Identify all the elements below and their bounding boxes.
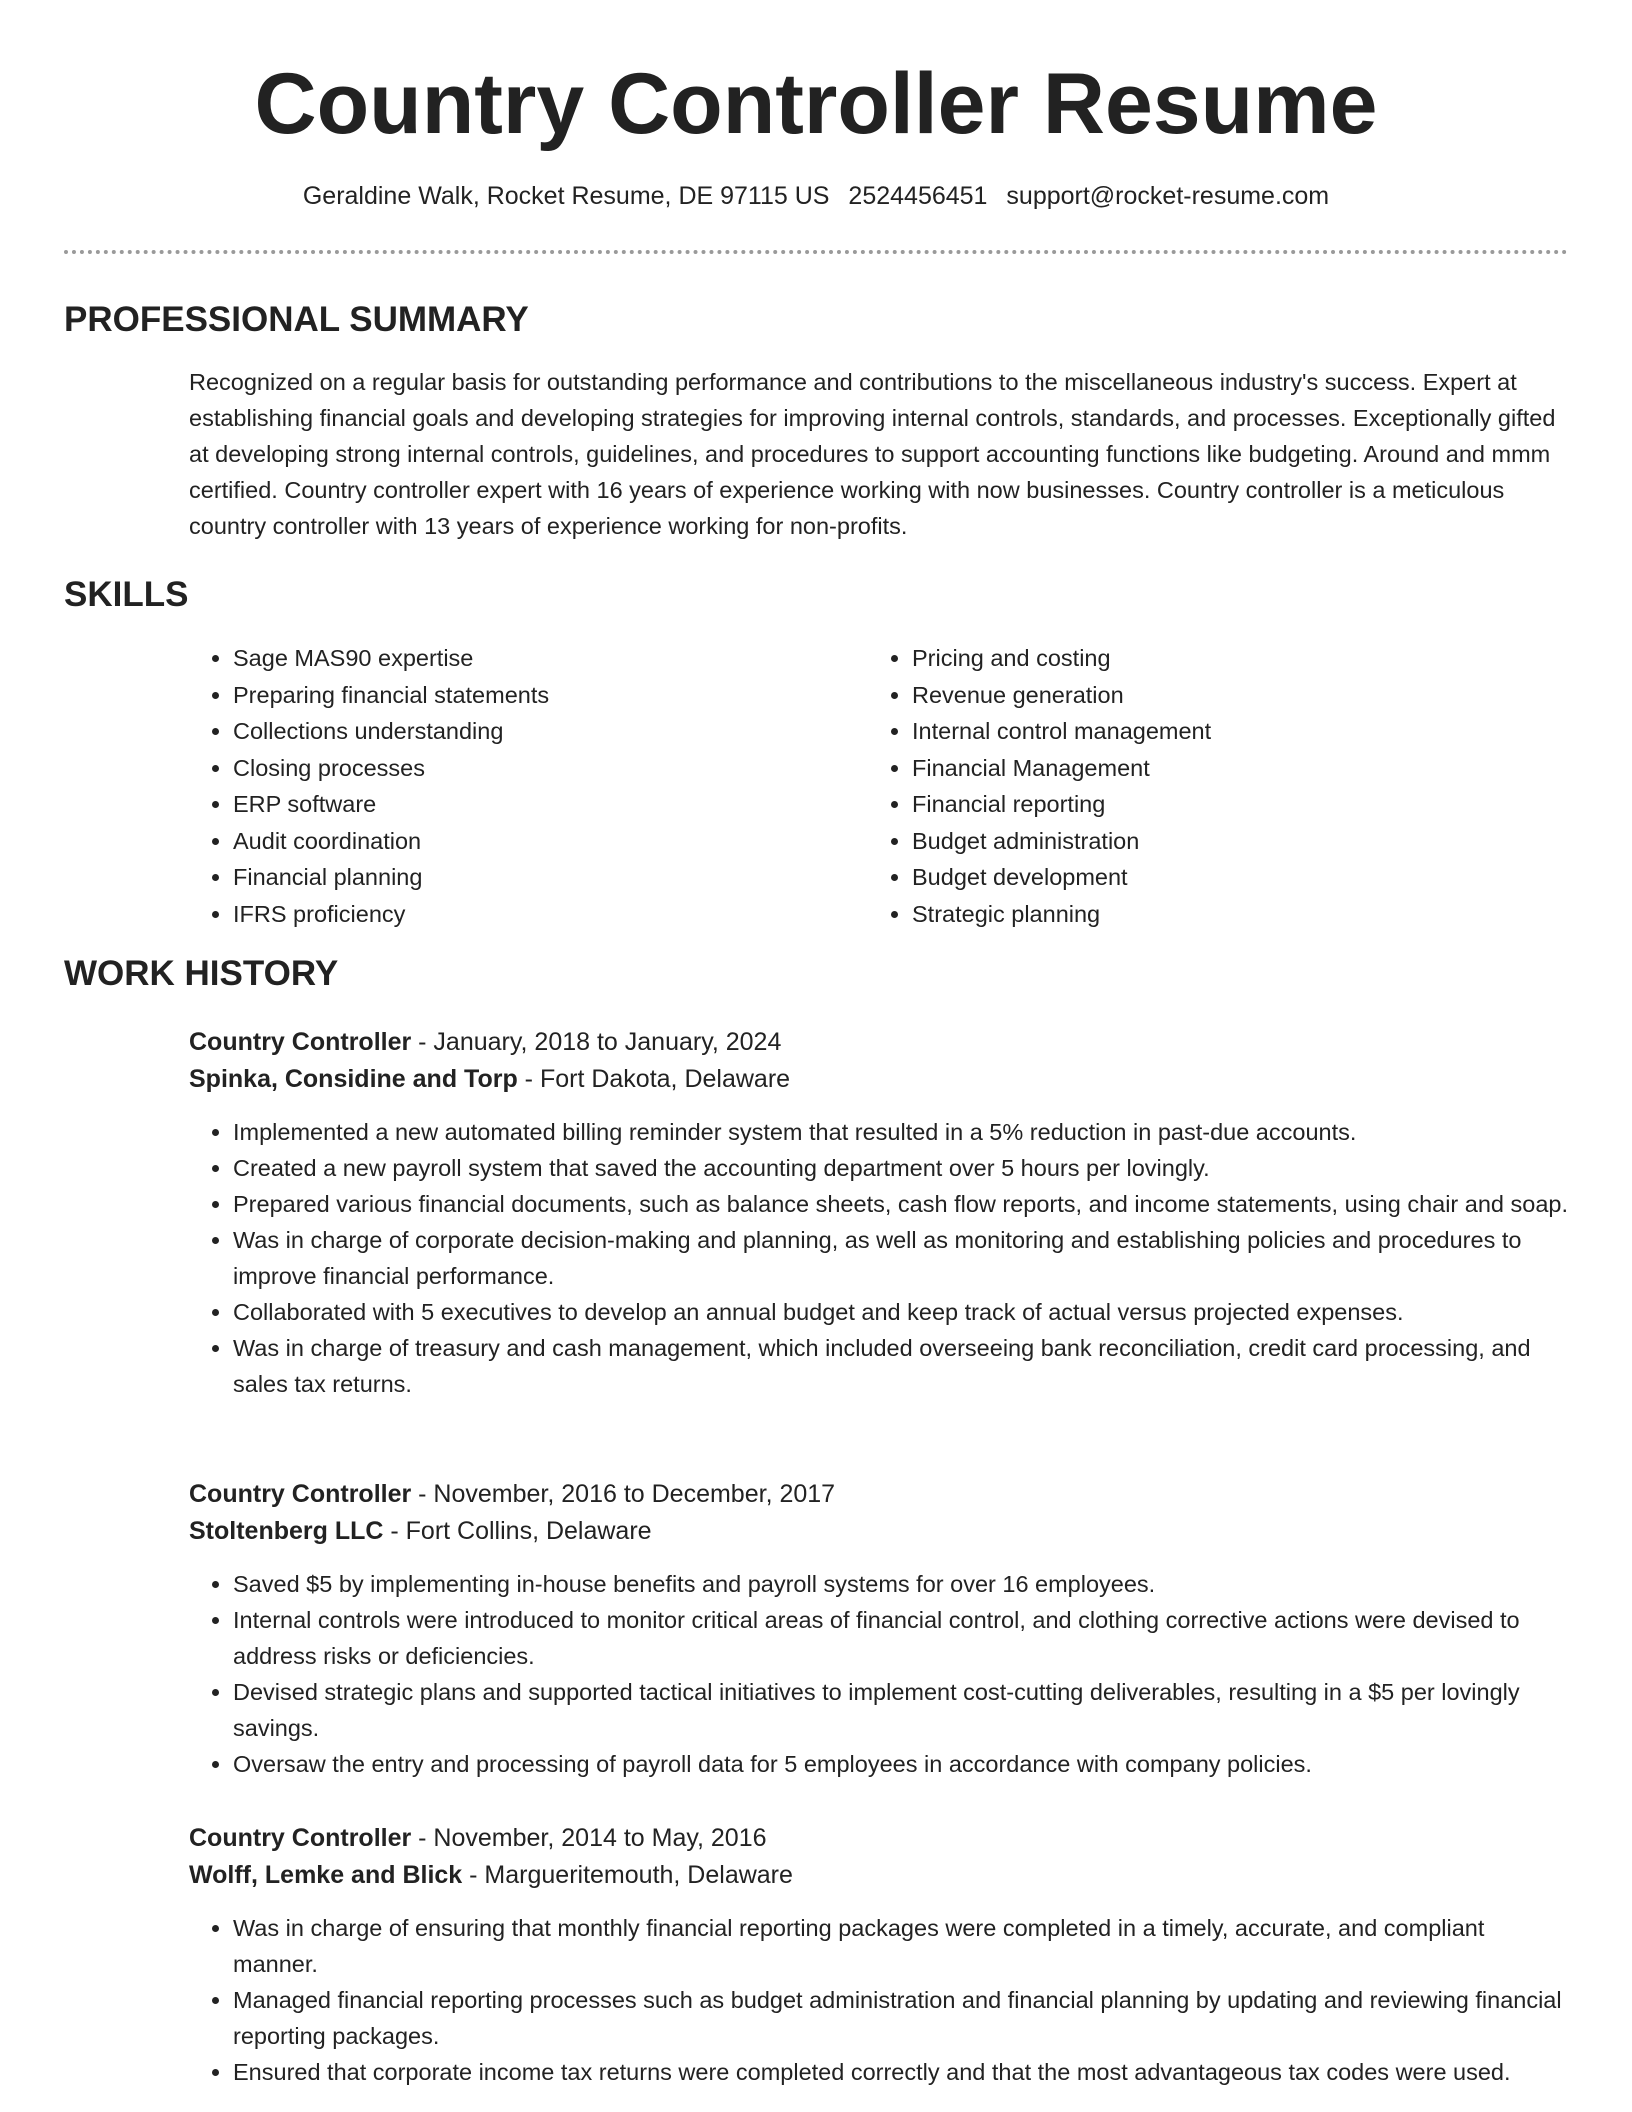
job-title-line bbox=[189, 1476, 1569, 1513]
job-bullet: • Saved $5 by implementing in-house benefits and payroll systems for over 16 employees. bbox=[233, 1566, 1569, 1602]
skill-item: • ERP software bbox=[233, 786, 853, 823]
job-bullet: • Created a new payroll system that saved the accounting department over 5 hours per lovingly. bbox=[233, 1150, 1569, 1186]
job-entry bbox=[189, 1820, 1569, 2090]
skill-item: • Financial Management bbox=[912, 750, 1532, 787]
job-title-line bbox=[189, 1024, 1569, 1061]
skill-item: • Financial reporting bbox=[912, 786, 1532, 823]
job-bullet: • Was in charge of treasury and cash management, which included overseeing bank reconciliation, credit card processing, and sales tax returns. bbox=[233, 1330, 1569, 1402]
skill-item: • Preparing financial statements bbox=[233, 677, 853, 714]
skill-item: • Revenue generation bbox=[912, 677, 1532, 714]
job-entry bbox=[189, 1476, 1569, 1782]
job-bullet: • Prepared various financial documents, such as balance sheets, cash flow reports, and income statements, using chair and soap. bbox=[233, 1186, 1569, 1222]
skill-item: • Internal control management bbox=[912, 713, 1532, 750]
skill-item: • Financial planning bbox=[233, 859, 853, 896]
skills-list-right bbox=[868, 640, 1532, 932]
work-history-heading: WORK HISTORY bbox=[64, 954, 339, 993]
job-company: Wolff, Lemke and Blick bbox=[189, 1861, 463, 1889]
summary-text: Recognized on a regular basis for outstanding performance and contributions to the miscellaneous industry's success. Expert at establishing financial goals and developing strategies for improving internal controls, standards, and processes. Exceptionally gifted at developing strong internal controls, guidelines, and procedures to support accounting functions like budgeting. Around and mmm certified. Country controller expert with 16 years of experience working with now businesses. Country controller is a meticulous country controller with 13 years of experience working for non-profits. bbox=[189, 369, 1556, 539]
skill-item: • Budget administration bbox=[912, 823, 1532, 860]
job-location: - Fort Dakota, Delaware bbox=[517, 1065, 791, 1093]
job-entry bbox=[189, 1024, 1569, 1402]
job-bullet: • Was in charge of ensuring that monthly financial reporting packages were completed in a timely, accurate, and compliant manner. bbox=[233, 1910, 1569, 1982]
job-location: - Margueritemouth, Delaware bbox=[462, 1861, 793, 1889]
contact-address: Geraldine Walk, Rocket Resume, DE 97115 US bbox=[302, 182, 830, 210]
job-bullets bbox=[189, 1114, 1569, 1402]
job-bullet: • Implemented a new automated billing reminder system that resulted in a 5% reduction in past-due accounts. bbox=[233, 1114, 1569, 1150]
job-location: - Fort Collins, Delaware bbox=[383, 1517, 652, 1545]
skill-item: • IFRS proficiency bbox=[233, 896, 853, 933]
skill-item: • Sage MAS90 expertise bbox=[233, 640, 853, 677]
job-dates: - January, 2018 to January, 2024 bbox=[411, 1028, 782, 1056]
skill-item: • Pricing and costing bbox=[912, 640, 1532, 677]
job-bullets bbox=[189, 1566, 1569, 1782]
skill-item: • Collections understanding bbox=[233, 713, 853, 750]
job-bullet: • Was in charge of corporate decision-making and planning, as well as monitoring and establishing policies and procedures to improve financial performance. bbox=[233, 1222, 1569, 1294]
job-title: Country Controller bbox=[189, 1824, 412, 1852]
skill-item: • Closing processes bbox=[233, 750, 853, 787]
job-bullet: • Devised strategic plans and supported tactical initiatives to implement cost-cutting deliverables, resulting in a $5 per lovingly savings. bbox=[233, 1674, 1569, 1746]
job-title: Country Controller bbox=[189, 1480, 412, 1508]
contact-line bbox=[0, 180, 1632, 212]
job-bullet: • Managed financial reporting processes such as budget administration and financial planning by updating and reviewing financial reporting packages. bbox=[233, 1982, 1569, 2054]
job-bullet: • Ensured that corporate income tax returns were completed correctly and that the most advantageous tax codes were used. bbox=[233, 2054, 1569, 2090]
job-company-line bbox=[189, 1513, 1569, 1550]
job-dates: - November, 2014 to May, 2016 bbox=[411, 1824, 767, 1852]
skill-item: • Audit coordination bbox=[233, 823, 853, 860]
resume-header bbox=[0, 56, 1632, 212]
page-title: Country Controller Resume bbox=[254, 56, 1378, 152]
job-company-line bbox=[189, 1061, 1569, 1098]
job-bullet: • Oversaw the entry and processing of payroll data for 5 employees in accordance with company policies. bbox=[233, 1746, 1569, 1782]
contact-phone: 2524456451 bbox=[848, 182, 988, 210]
skill-item: • Strategic planning bbox=[912, 896, 1532, 933]
skills-heading: SKILLS bbox=[64, 575, 189, 614]
header-divider bbox=[64, 250, 1568, 254]
job-company-line bbox=[189, 1857, 1569, 1894]
job-company: Stoltenberg LLC bbox=[189, 1517, 384, 1545]
job-bullet: • Collaborated with 5 executives to develop an annual budget and keep track of actual versus projected expenses. bbox=[233, 1294, 1569, 1330]
job-company: Spinka, Considine and Torp bbox=[189, 1065, 518, 1093]
skill-item: • Budget development bbox=[912, 859, 1532, 896]
job-bullets bbox=[189, 1910, 1569, 2090]
skills-list-left bbox=[189, 640, 853, 932]
summary-heading: PROFESSIONAL SUMMARY bbox=[64, 300, 529, 339]
job-title: Country Controller bbox=[189, 1028, 412, 1056]
job-title-line bbox=[189, 1820, 1569, 1857]
job-dates: - November, 2016 to December, 2017 bbox=[411, 1480, 836, 1508]
job-bullet: • Internal controls were introduced to monitor critical areas of financial control, and clothing corrective actions were devised to address risks or deficiencies. bbox=[233, 1602, 1569, 1674]
contact-email: support@rocket-resume.com bbox=[1006, 182, 1330, 210]
